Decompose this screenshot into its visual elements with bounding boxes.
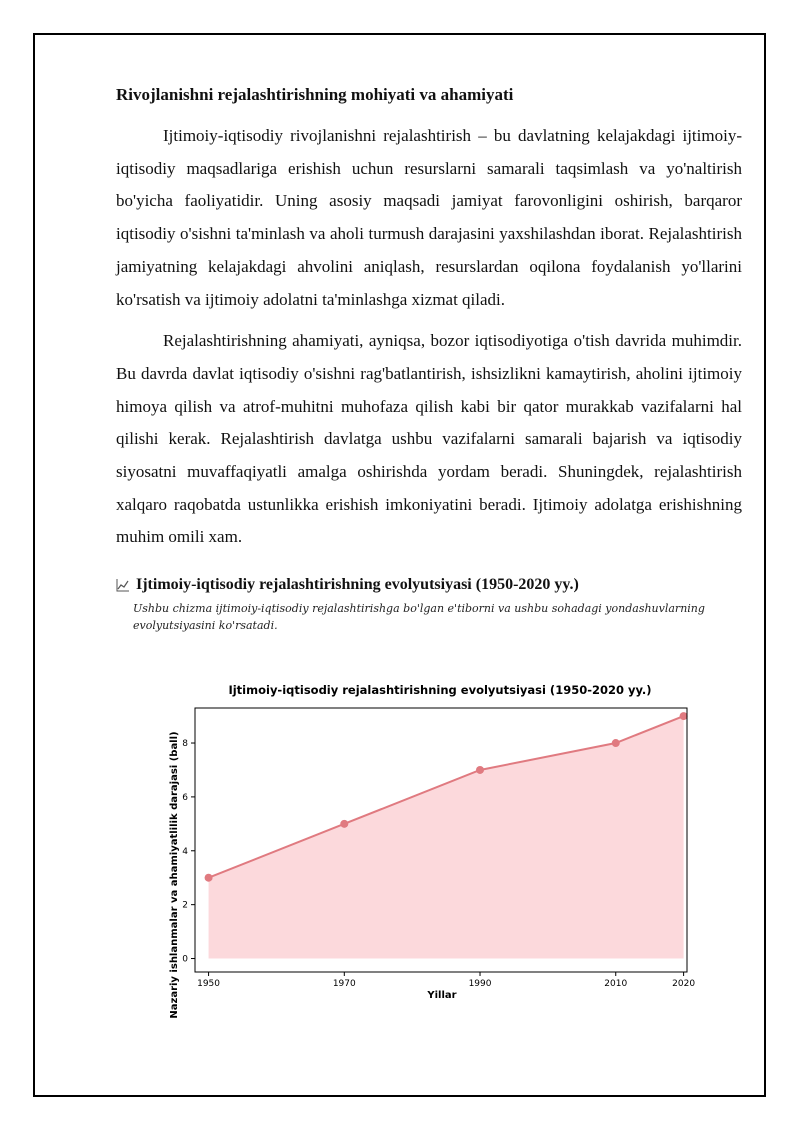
figure-title: [116, 576, 742, 594]
x-tick-label: 1950: [197, 979, 221, 989]
evolution-area-chart: [150, 675, 696, 1019]
x-axis-label: Yillar: [427, 990, 457, 1001]
section-heading: Rivojlanishni rejalashtirishning mohiyati va ahamiyati: [116, 85, 514, 104]
document-body: [116, 84, 742, 634]
figure-caption: Ushbu chizma ijtimoiy-iqtisodiy rejalashtirishga bo'lgan e'tiborni va ushbu sohadagi yondashuvlarning evolyutsiyasini ko'rsatadi.: [133, 602, 705, 633]
data-point: [205, 874, 213, 882]
y-tick-label: 8: [182, 739, 188, 750]
plot-area: [205, 712, 688, 958]
data-point: [612, 739, 620, 747]
x-tick-label: 2010: [604, 979, 628, 989]
figure-title-text: Ijtimoiy-iqtisodiy rejalashtirishning evolyutsiyasi (1950-2020 yy.): [136, 576, 579, 594]
paragraph-2: Rejalashtirishning ahamiyati, ayniqsa, bozor iqtisodiyotiga o'tish davrida muhimdir. Bu davrda davlat iqtisodiy o'sishni rag'batlantirish, ishsizlikni kamaytirish, aholini ijtimoiy himoya qilish va atrof-muhitni muhofaza qilish kabi bir qator murakkab vazifalarni hal qilishi kerak. Rejalashtirish davlatga ushbu vazifalarni samarali bajarish va iqtisodiy siyosatni muvaffaqiyatli amalga oshirishda yordam beradi. Shuningdek, rejalashtirish xalqaro raqobatda ustunlikka erishish imkoniyatini beradi. Ijtimoiy adolatga erishishning muhim omili xam.: [116, 331, 742, 547]
data-point: [680, 712, 688, 720]
y-tick-label: 6: [182, 792, 188, 803]
y-axis-label: Nazariy ishlanmalar va ahamiyatlilik darajasi (ball): [169, 731, 180, 1019]
chart-title: Ijtimoiy-iqtisodiy rejalashtirishning evolyutsiyasi (1950-2020 yy.): [228, 683, 652, 697]
y-tick-label: 2: [182, 900, 188, 911]
area-fill: [209, 716, 684, 958]
data-point: [476, 766, 484, 774]
paragraph-1: Ijtimoiy-iqtisodiy rivojlanishni rejalashtirish – bu davlatning kelajakdagi ijtimoiy-iqtisodiy maqsadlariga erishish uchun resurslarni samarali taqsimlash va yo'naltirish bo'yicha faoliyatidir. Uning asosiy maqsadi jamiyat farovonligini oshirish, barqaror iqtisodiy o'sishni ta'minlash va aholi turmush darajasini yaxshilashdan iborat. Rejalashtirish jamiyatning kelajakdagi ahvolini aniqlash, resurslardan oqilona foydalanish yo'llarini ko'rsatish va ijtimoiy adolatni ta'minlashga xizmat qiladi.: [116, 126, 742, 309]
x-tick-label: 1990: [468, 979, 492, 989]
y-tick-label: 0: [182, 954, 188, 965]
x-tick-label: 1970: [332, 979, 356, 989]
y-tick-label: 4: [182, 846, 188, 857]
data-point: [340, 820, 348, 828]
x-tick-label: 2020: [672, 979, 696, 989]
chart-increasing-icon: [116, 578, 130, 592]
